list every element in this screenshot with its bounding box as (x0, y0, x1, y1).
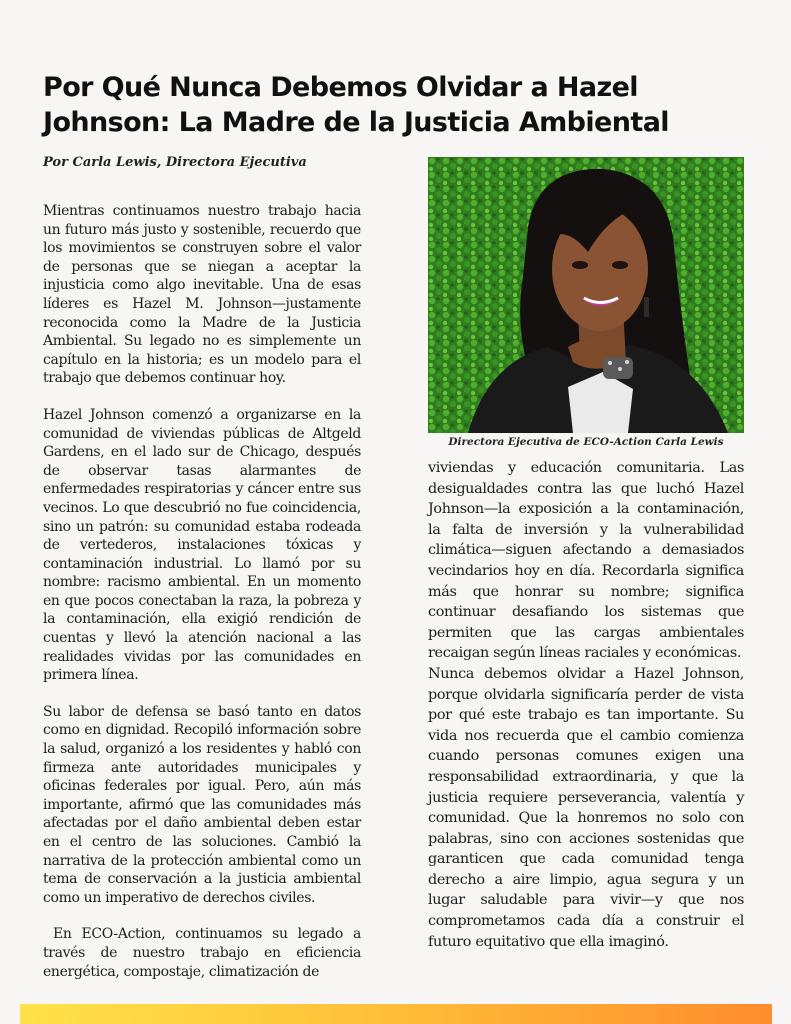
footer-gradient-bar (20, 1004, 772, 1024)
paragraph: Su labor de defensa se basó tanto en datos como en dignidad. Recopiló información sobre la salud, organizó a los residentes y habló con firmeza ante autoridades municipales y oficinas federales por igual. Pero, aún más importante, afirmó que las comunidades más afectadas por el daño ambiental deben estar en el centro de las soluciones. Cambió la narrativa de la protección ambiental como un tema de conservación a la justicia ambiental como un imperativo de derechos civiles. (43, 703, 361, 906)
left-column (43, 202, 366, 999)
paragraph: Hazel Johnson comenzó a organizarse en la comunidad de viviendas públicas de Altgeld Gardens, en el lado sur de Chicago, después de observar tasas alarmantes de enfermedades respiratorias y cáncer entre sus vecinos. Lo que descubrió no fue coincidencia, sino un patrón: su comunidad estaba rodeada de vertederos, instalaciones tóxicas y contaminación industrial. Lo llamó por su nombre: racismo ambiental. En un momento en que pocos conectaban la raza, la pobreza y la contaminación, ella exigió rendición de cuentas y llevó la atención nacional a las realidades vividas por las comunidades en primera línea. (43, 406, 361, 684)
paragraph: En ECO-Action, continuamos su legado a través de nuestro trabajo en eficiencia energética, compostaje, climatización de (43, 926, 366, 980)
photo-caption: Directora Ejecutiva de ECO-Action Carla Lewis (448, 436, 724, 448)
paragraph: Mientras continuamos nuestro trabajo hacia un futuro más justo y sostenible, recuerdo que los movimientos se construyen sobre el valor de personas que se niegan a aceptar la injusticia como algo inevitable. Una de esas líderes es Hazel M. Johnson—justamente reconocida como la Madre de la Justicia Ambiental. Su legado no es simplemente un capítulo en la historia; es un modelo para el trabajo que debemos continuar hoy. (43, 203, 361, 387)
paragraph: Nunca debemos olvidar a Hazel Johnson, porque olvidarla significaría perder de vista por qué este trabajo es tan importante. Su vida nos recuerda que el cambio comienza cuando personas comunes exigen una responsabilidad extraordinaria, y que la justicia requiere perseverancia, valentía y comunidad. Que la honremos no solo con palabras, sino con acciones sostenidas que garanticen que cada comunidad tenga derecho a aire limpio, agua segura y un lugar saludable para vivir—y que nos comprometamos cada día a construir el futuro equitativo que ella imaginó. (428, 665, 744, 950)
right-column (428, 458, 744, 952)
paragraph: viviendas y educación comunitaria. Las desigualdades contra las que luchó Hazel Johnson—la exposición a la contaminación, la falta de inversión y la vulnerabilidad climática—siguen afectando a demasiados vecindarios hoy en día. Recordarla significa más que honrar su nombre; significa continuar desafiando los sistemas que permiten que las cargas ambientales recaigan según líneas raciales y económicas. (428, 460, 744, 662)
portrait-photo (428, 157, 744, 433)
article-title: Por Qué Nunca Debemos Olvidar a Hazel Johnson: La Madre de la Justicia Ambiental (43, 72, 669, 138)
byline: Por Carla Lewis, Directora Ejecutiva (43, 155, 307, 170)
portrait-illustration (428, 157, 744, 433)
